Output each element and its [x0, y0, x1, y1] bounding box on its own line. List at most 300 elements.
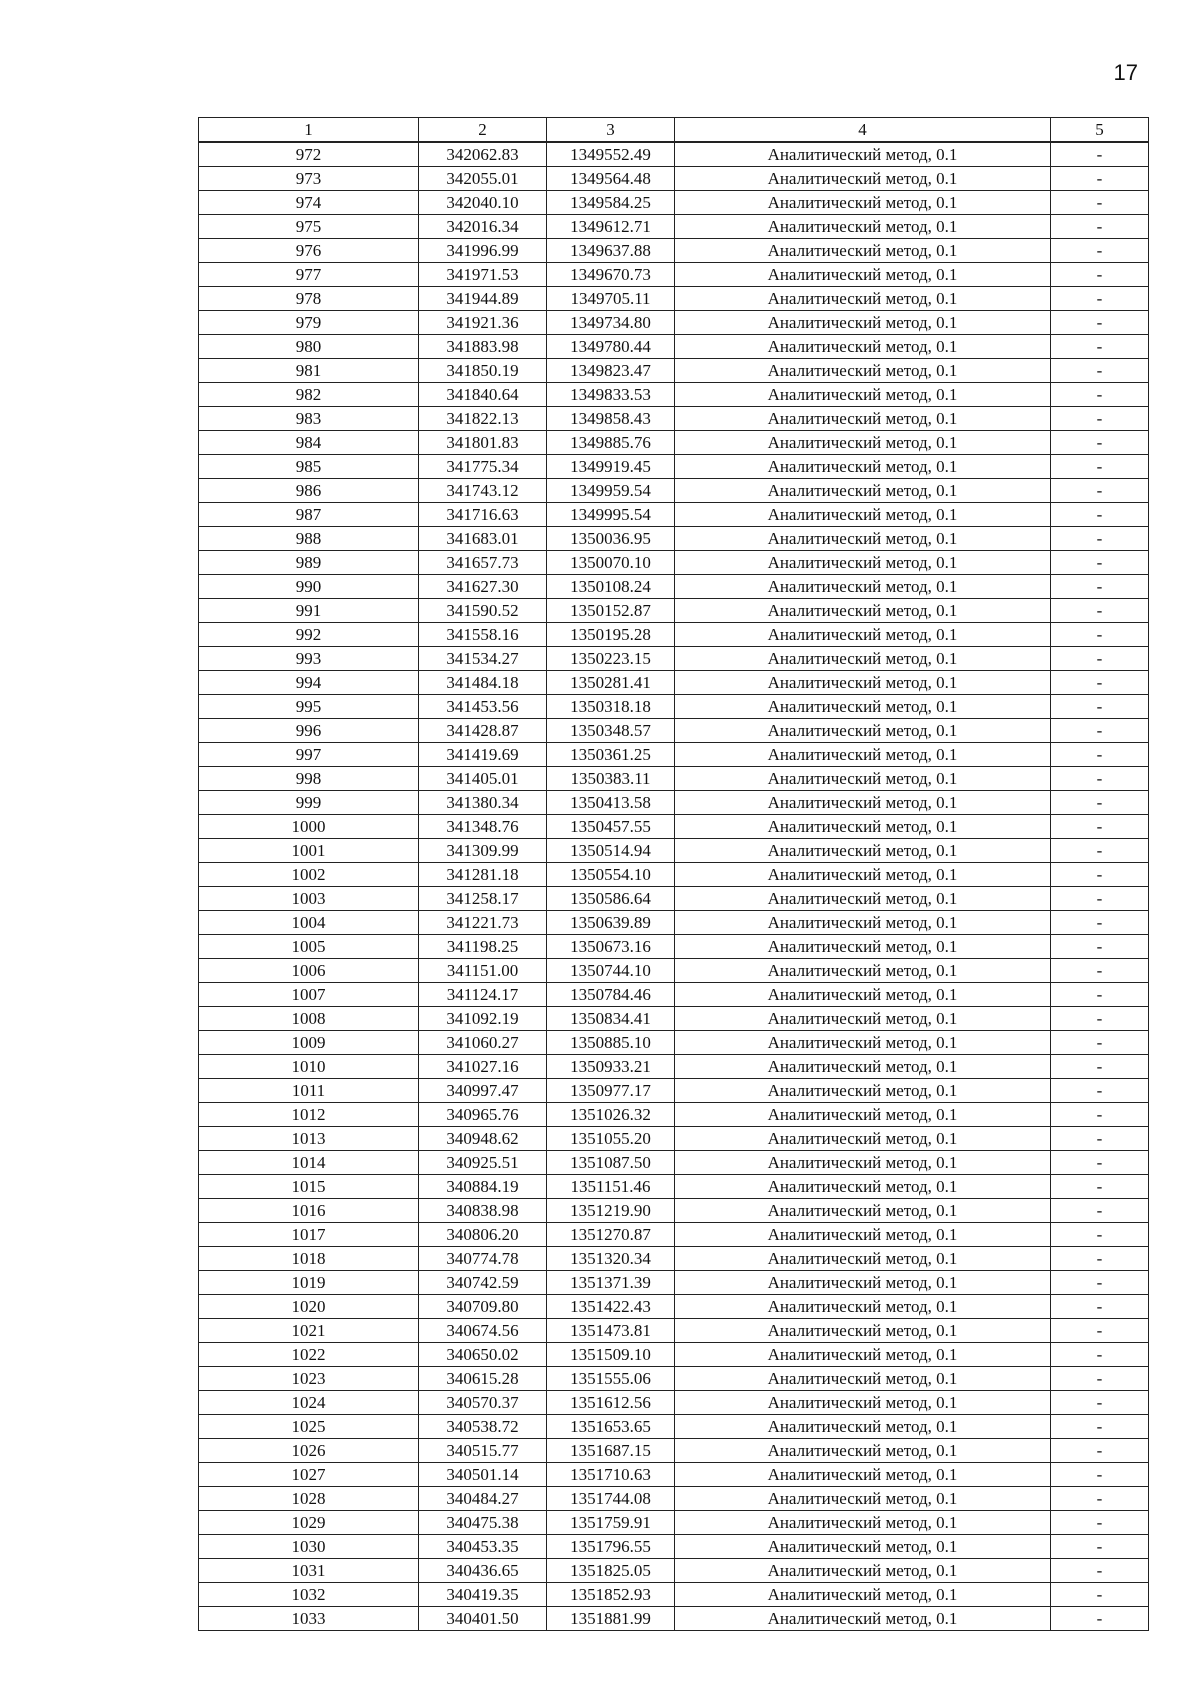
x-coordinate-cell: 340997.47 — [419, 1079, 547, 1103]
table-row — [199, 239, 1149, 263]
x-coordinate-cell: 341258.17 — [419, 887, 547, 911]
x-coordinate-cell: 341221.73 — [419, 911, 547, 935]
table-row — [199, 1271, 1149, 1295]
x-coordinate-cell: 341453.56 — [419, 695, 547, 719]
table-row — [199, 1487, 1149, 1511]
note-cell: - — [1051, 1439, 1149, 1463]
y-coordinate-cell: 1351881.99 — [547, 1607, 675, 1631]
note-cell: - — [1051, 575, 1149, 599]
note-cell: - — [1051, 791, 1149, 815]
point-number-cell: 1033 — [199, 1607, 419, 1631]
table-row — [199, 359, 1149, 383]
method-cell: Аналитический метод, 0.1 — [675, 1343, 1051, 1367]
y-coordinate-cell: 1351796.55 — [547, 1535, 675, 1559]
x-coordinate-cell: 341775.34 — [419, 455, 547, 479]
point-number-cell: 990 — [199, 575, 419, 599]
table-row — [199, 1367, 1149, 1391]
method-cell: Аналитический метод, 0.1 — [675, 1295, 1051, 1319]
point-number-cell: 1027 — [199, 1463, 419, 1487]
x-coordinate-cell: 342040.10 — [419, 191, 547, 215]
point-number-cell: 1012 — [199, 1103, 419, 1127]
table-row — [199, 1151, 1149, 1175]
x-coordinate-cell: 341484.18 — [419, 671, 547, 695]
note-cell: - — [1051, 863, 1149, 887]
x-coordinate-cell: 341380.34 — [419, 791, 547, 815]
x-coordinate-cell: 341944.89 — [419, 287, 547, 311]
method-cell: Аналитический метод, 0.1 — [675, 455, 1051, 479]
point-number-cell: 986 — [199, 479, 419, 503]
y-coordinate-cell: 1350361.25 — [547, 743, 675, 767]
x-coordinate-cell: 341309.99 — [419, 839, 547, 863]
note-cell: - — [1051, 455, 1149, 479]
method-cell: Аналитический метод, 0.1 — [675, 335, 1051, 359]
table-row — [199, 767, 1149, 791]
table-row — [199, 167, 1149, 191]
table-row — [199, 1247, 1149, 1271]
point-number-cell: 974 — [199, 191, 419, 215]
method-cell: Аналитический метод, 0.1 — [675, 1127, 1051, 1151]
point-number-cell: 1019 — [199, 1271, 419, 1295]
note-cell: - — [1051, 142, 1149, 167]
y-coordinate-cell: 1350977.17 — [547, 1079, 675, 1103]
point-number-cell: 1030 — [199, 1535, 419, 1559]
method-cell: Аналитический метод, 0.1 — [675, 839, 1051, 863]
x-coordinate-cell: 340709.80 — [419, 1295, 547, 1319]
point-number-cell: 1001 — [199, 839, 419, 863]
x-coordinate-cell: 340484.27 — [419, 1487, 547, 1511]
note-cell: - — [1051, 551, 1149, 575]
y-coordinate-cell: 1350152.87 — [547, 599, 675, 623]
point-number-cell: 982 — [199, 383, 419, 407]
y-coordinate-cell: 1349858.43 — [547, 407, 675, 431]
x-coordinate-cell: 340674.56 — [419, 1319, 547, 1343]
method-cell: Аналитический метод, 0.1 — [675, 1415, 1051, 1439]
table-row — [199, 479, 1149, 503]
x-coordinate-cell: 340475.38 — [419, 1511, 547, 1535]
point-number-cell: 987 — [199, 503, 419, 527]
y-coordinate-cell: 1349995.54 — [547, 503, 675, 527]
method-cell: Аналитический метод, 0.1 — [675, 1079, 1051, 1103]
x-coordinate-cell: 341198.25 — [419, 935, 547, 959]
x-coordinate-cell: 341822.13 — [419, 407, 547, 431]
note-cell: - — [1051, 935, 1149, 959]
note-cell: - — [1051, 263, 1149, 287]
note-cell: - — [1051, 311, 1149, 335]
x-coordinate-cell: 340948.62 — [419, 1127, 547, 1151]
point-number-cell: 1026 — [199, 1439, 419, 1463]
x-coordinate-cell: 341850.19 — [419, 359, 547, 383]
table-row — [199, 1079, 1149, 1103]
table-row — [199, 191, 1149, 215]
point-number-cell: 1017 — [199, 1223, 419, 1247]
note-cell: - — [1051, 815, 1149, 839]
y-coordinate-cell: 1350586.64 — [547, 887, 675, 911]
table-header — [199, 118, 1149, 143]
note-cell: - — [1051, 887, 1149, 911]
y-coordinate-cell: 1350834.41 — [547, 1007, 675, 1031]
note-cell: - — [1051, 1079, 1149, 1103]
note-cell: - — [1051, 1223, 1149, 1247]
y-coordinate-cell: 1350784.46 — [547, 983, 675, 1007]
note-cell: - — [1051, 671, 1149, 695]
x-coordinate-cell: 341092.19 — [419, 1007, 547, 1031]
x-coordinate-cell: 341419.69 — [419, 743, 547, 767]
note-cell: - — [1051, 431, 1149, 455]
y-coordinate-cell: 1349705.11 — [547, 287, 675, 311]
x-coordinate-cell: 341627.30 — [419, 575, 547, 599]
table-row — [199, 431, 1149, 455]
note-cell: - — [1051, 503, 1149, 527]
method-cell: Аналитический метод, 0.1 — [675, 191, 1051, 215]
note-cell: - — [1051, 1151, 1149, 1175]
point-number-cell: 999 — [199, 791, 419, 815]
y-coordinate-cell: 1349823.47 — [547, 359, 675, 383]
y-coordinate-cell: 1351422.43 — [547, 1295, 675, 1319]
method-cell: Аналитический метод, 0.1 — [675, 863, 1051, 887]
table-row — [199, 1319, 1149, 1343]
method-cell: Аналитический метод, 0.1 — [675, 215, 1051, 239]
x-coordinate-cell: 340453.35 — [419, 1535, 547, 1559]
note-cell: - — [1051, 287, 1149, 311]
point-number-cell: 1010 — [199, 1055, 419, 1079]
note-cell: - — [1051, 239, 1149, 263]
table-row — [199, 1103, 1149, 1127]
table-row — [199, 935, 1149, 959]
x-coordinate-cell: 341743.12 — [419, 479, 547, 503]
table-row — [199, 815, 1149, 839]
point-number-cell: 1009 — [199, 1031, 419, 1055]
method-cell: Аналитический метод, 0.1 — [675, 1487, 1051, 1511]
y-coordinate-cell: 1350413.58 — [547, 791, 675, 815]
point-number-cell: 979 — [199, 311, 419, 335]
point-number-cell: 1014 — [199, 1151, 419, 1175]
table-row — [199, 311, 1149, 335]
y-coordinate-cell: 1349833.53 — [547, 383, 675, 407]
x-coordinate-cell: 340515.77 — [419, 1439, 547, 1463]
note-cell: - — [1051, 383, 1149, 407]
method-cell: Аналитический метод, 0.1 — [675, 431, 1051, 455]
table-row — [199, 599, 1149, 623]
y-coordinate-cell: 1351759.91 — [547, 1511, 675, 1535]
method-cell: Аналитический метод, 0.1 — [675, 719, 1051, 743]
point-number-cell: 983 — [199, 407, 419, 431]
point-number-cell: 994 — [199, 671, 419, 695]
table-row — [199, 863, 1149, 887]
point-number-cell: 972 — [199, 142, 419, 167]
table-row — [199, 983, 1149, 1007]
table-row — [199, 1511, 1149, 1535]
table-row — [199, 647, 1149, 671]
x-coordinate-cell: 340570.37 — [419, 1391, 547, 1415]
note-cell: - — [1051, 623, 1149, 647]
point-number-cell: 977 — [199, 263, 419, 287]
note-cell: - — [1051, 215, 1149, 239]
point-number-cell: 1020 — [199, 1295, 419, 1319]
note-cell: - — [1051, 1463, 1149, 1487]
y-coordinate-cell: 1350673.16 — [547, 935, 675, 959]
y-coordinate-cell: 1351825.05 — [547, 1559, 675, 1583]
point-number-cell: 1006 — [199, 959, 419, 983]
note-cell: - — [1051, 1583, 1149, 1607]
note-cell: - — [1051, 167, 1149, 191]
point-number-cell: 1021 — [199, 1319, 419, 1343]
table-row — [199, 1391, 1149, 1415]
method-cell: Аналитический метод, 0.1 — [675, 1559, 1051, 1583]
table-row — [199, 215, 1149, 239]
x-coordinate-cell: 340538.72 — [419, 1415, 547, 1439]
y-coordinate-cell: 1349564.48 — [547, 167, 675, 191]
point-number-cell: 1013 — [199, 1127, 419, 1151]
note-cell: - — [1051, 1055, 1149, 1079]
point-number-cell: 1011 — [199, 1079, 419, 1103]
method-cell: Аналитический метод, 0.1 — [675, 1391, 1051, 1415]
x-coordinate-cell: 340419.35 — [419, 1583, 547, 1607]
point-number-cell: 981 — [199, 359, 419, 383]
y-coordinate-cell: 1350383.11 — [547, 767, 675, 791]
note-cell: - — [1051, 527, 1149, 551]
x-coordinate-cell: 340436.65 — [419, 1559, 547, 1583]
note-cell: - — [1051, 359, 1149, 383]
note-cell: - — [1051, 839, 1149, 863]
note-cell: - — [1051, 407, 1149, 431]
table-row — [199, 1175, 1149, 1199]
point-number-cell: 984 — [199, 431, 419, 455]
note-cell: - — [1051, 983, 1149, 1007]
method-cell: Аналитический метод, 0.1 — [675, 1175, 1051, 1199]
x-coordinate-cell: 341281.18 — [419, 863, 547, 887]
x-coordinate-cell: 341348.76 — [419, 815, 547, 839]
y-coordinate-cell: 1351087.50 — [547, 1151, 675, 1175]
table-row — [199, 791, 1149, 815]
point-number-cell: 1028 — [199, 1487, 419, 1511]
table-row — [199, 1415, 1149, 1439]
method-cell: Аналитический метод, 0.1 — [675, 1511, 1051, 1535]
x-coordinate-cell: 341124.17 — [419, 983, 547, 1007]
y-coordinate-cell: 1349637.88 — [547, 239, 675, 263]
method-cell: Аналитический метод, 0.1 — [675, 551, 1051, 575]
method-cell: Аналитический метод, 0.1 — [675, 479, 1051, 503]
point-number-cell: 1002 — [199, 863, 419, 887]
method-cell: Аналитический метод, 0.1 — [675, 383, 1051, 407]
note-cell: - — [1051, 1391, 1149, 1415]
point-number-cell: 998 — [199, 767, 419, 791]
x-coordinate-cell: 341971.53 — [419, 263, 547, 287]
y-coordinate-cell: 1350457.55 — [547, 815, 675, 839]
x-coordinate-cell: 341996.99 — [419, 239, 547, 263]
note-cell: - — [1051, 647, 1149, 671]
x-coordinate-cell: 340806.20 — [419, 1223, 547, 1247]
note-cell: - — [1051, 1319, 1149, 1343]
point-number-cell: 1024 — [199, 1391, 419, 1415]
x-coordinate-cell: 341027.16 — [419, 1055, 547, 1079]
method-cell: Аналитический метод, 0.1 — [675, 142, 1051, 167]
y-coordinate-cell: 1351612.56 — [547, 1391, 675, 1415]
y-coordinate-cell: 1350639.89 — [547, 911, 675, 935]
point-number-cell: 1004 — [199, 911, 419, 935]
note-cell: - — [1051, 695, 1149, 719]
table-row — [199, 959, 1149, 983]
method-cell: Аналитический метод, 0.1 — [675, 1535, 1051, 1559]
method-cell: Аналитический метод, 0.1 — [675, 1223, 1051, 1247]
method-cell: Аналитический метод, 0.1 — [675, 983, 1051, 1007]
table-row — [199, 503, 1149, 527]
method-cell: Аналитический метод, 0.1 — [675, 815, 1051, 839]
method-cell: Аналитический метод, 0.1 — [675, 1463, 1051, 1487]
table-row — [199, 743, 1149, 767]
table-row — [199, 1199, 1149, 1223]
note-cell: - — [1051, 1415, 1149, 1439]
method-cell: Аналитический метод, 0.1 — [675, 1583, 1051, 1607]
note-cell: - — [1051, 1031, 1149, 1055]
table-row — [199, 1583, 1149, 1607]
x-coordinate-cell: 340838.98 — [419, 1199, 547, 1223]
point-number-cell: 978 — [199, 287, 419, 311]
point-number-cell: 973 — [199, 167, 419, 191]
point-number-cell: 997 — [199, 743, 419, 767]
method-cell: Аналитический метод, 0.1 — [675, 959, 1051, 983]
method-cell: Аналитический метод, 0.1 — [675, 1031, 1051, 1055]
table-row — [199, 1343, 1149, 1367]
method-cell: Аналитический метод, 0.1 — [675, 1103, 1051, 1127]
method-cell: Аналитический метод, 0.1 — [675, 1007, 1051, 1031]
y-coordinate-cell: 1351710.63 — [547, 1463, 675, 1487]
y-coordinate-cell: 1350195.28 — [547, 623, 675, 647]
column-header-3: 3 — [547, 118, 675, 143]
table-row — [199, 142, 1149, 167]
table-row — [199, 455, 1149, 479]
method-cell: Аналитический метод, 0.1 — [675, 887, 1051, 911]
y-coordinate-cell: 1351320.34 — [547, 1247, 675, 1271]
note-cell: - — [1051, 911, 1149, 935]
point-number-cell: 1032 — [199, 1583, 419, 1607]
note-cell: - — [1051, 743, 1149, 767]
point-number-cell: 1003 — [199, 887, 419, 911]
table-row — [199, 527, 1149, 551]
table-row — [199, 1559, 1149, 1583]
table-row — [199, 671, 1149, 695]
x-coordinate-cell: 341428.87 — [419, 719, 547, 743]
point-number-cell: 1008 — [199, 1007, 419, 1031]
table-row — [199, 335, 1149, 359]
table-row — [199, 1535, 1149, 1559]
y-coordinate-cell: 1350933.21 — [547, 1055, 675, 1079]
y-coordinate-cell: 1350348.57 — [547, 719, 675, 743]
point-number-cell: 1015 — [199, 1175, 419, 1199]
x-coordinate-cell: 341921.36 — [419, 311, 547, 335]
header-row — [199, 118, 1149, 143]
column-header-5: 5 — [1051, 118, 1149, 143]
y-coordinate-cell: 1349919.45 — [547, 455, 675, 479]
point-number-cell: 1031 — [199, 1559, 419, 1583]
table-row — [199, 551, 1149, 575]
x-coordinate-cell: 340925.51 — [419, 1151, 547, 1175]
table-row — [199, 287, 1149, 311]
y-coordinate-cell: 1349734.80 — [547, 311, 675, 335]
table-row — [199, 887, 1149, 911]
method-cell: Аналитический метод, 0.1 — [675, 287, 1051, 311]
x-coordinate-cell: 341060.27 — [419, 1031, 547, 1055]
note-cell: - — [1051, 1511, 1149, 1535]
note-cell: - — [1051, 767, 1149, 791]
note-cell: - — [1051, 191, 1149, 215]
y-coordinate-cell: 1351687.15 — [547, 1439, 675, 1463]
point-number-cell: 1007 — [199, 983, 419, 1007]
method-cell: Аналитический метод, 0.1 — [675, 647, 1051, 671]
note-cell: - — [1051, 1007, 1149, 1031]
x-coordinate-cell: 340650.02 — [419, 1343, 547, 1367]
y-coordinate-cell: 1351852.93 — [547, 1583, 675, 1607]
point-number-cell: 988 — [199, 527, 419, 551]
method-cell: Аналитический метод, 0.1 — [675, 239, 1051, 263]
coordinates-table — [198, 117, 1149, 1631]
y-coordinate-cell: 1349584.25 — [547, 191, 675, 215]
note-cell: - — [1051, 1295, 1149, 1319]
method-cell: Аналитический метод, 0.1 — [675, 1607, 1051, 1631]
table-row — [199, 1223, 1149, 1247]
note-cell: - — [1051, 1487, 1149, 1511]
table-row — [199, 1463, 1149, 1487]
y-coordinate-cell: 1351653.65 — [547, 1415, 675, 1439]
point-number-cell: 989 — [199, 551, 419, 575]
y-coordinate-cell: 1350744.10 — [547, 959, 675, 983]
method-cell: Аналитический метод, 0.1 — [675, 1055, 1051, 1079]
note-cell: - — [1051, 479, 1149, 503]
method-cell: Аналитический метод, 0.1 — [675, 935, 1051, 959]
x-coordinate-cell: 342062.83 — [419, 142, 547, 167]
method-cell: Аналитический метод, 0.1 — [675, 695, 1051, 719]
y-coordinate-cell: 1350036.95 — [547, 527, 675, 551]
note-cell: - — [1051, 1607, 1149, 1631]
x-coordinate-cell: 340884.19 — [419, 1175, 547, 1199]
table-row — [199, 575, 1149, 599]
note-cell: - — [1051, 1247, 1149, 1271]
note-cell: - — [1051, 335, 1149, 359]
method-cell: Аналитический метод, 0.1 — [675, 1199, 1051, 1223]
x-coordinate-cell: 342016.34 — [419, 215, 547, 239]
y-coordinate-cell: 1350514.94 — [547, 839, 675, 863]
table-row — [199, 407, 1149, 431]
method-cell: Аналитический метод, 0.1 — [675, 911, 1051, 935]
x-coordinate-cell: 341883.98 — [419, 335, 547, 359]
method-cell: Аналитический метод, 0.1 — [675, 167, 1051, 191]
y-coordinate-cell: 1349612.71 — [547, 215, 675, 239]
y-coordinate-cell: 1350108.24 — [547, 575, 675, 599]
x-coordinate-cell: 341716.63 — [419, 503, 547, 527]
table-row — [199, 1007, 1149, 1031]
method-cell: Аналитический метод, 0.1 — [675, 599, 1051, 623]
table-row — [199, 623, 1149, 647]
table-row — [199, 1295, 1149, 1319]
note-cell: - — [1051, 1271, 1149, 1295]
x-coordinate-cell: 341405.01 — [419, 767, 547, 791]
y-coordinate-cell: 1350554.10 — [547, 863, 675, 887]
method-cell: Аналитический метод, 0.1 — [675, 503, 1051, 527]
y-coordinate-cell: 1351473.81 — [547, 1319, 675, 1343]
point-number-cell: 985 — [199, 455, 419, 479]
point-number-cell: 991 — [199, 599, 419, 623]
note-cell: - — [1051, 719, 1149, 743]
method-cell: Аналитический метод, 0.1 — [675, 311, 1051, 335]
x-coordinate-cell: 340742.59 — [419, 1271, 547, 1295]
page-number: 17 — [1113, 60, 1138, 85]
method-cell: Аналитический метод, 0.1 — [675, 623, 1051, 647]
note-cell: - — [1051, 1559, 1149, 1583]
method-cell: Аналитический метод, 0.1 — [675, 743, 1051, 767]
y-coordinate-cell: 1350223.15 — [547, 647, 675, 671]
method-cell: Аналитический метод, 0.1 — [675, 407, 1051, 431]
column-header-2: 2 — [419, 118, 547, 143]
table-row — [199, 1439, 1149, 1463]
